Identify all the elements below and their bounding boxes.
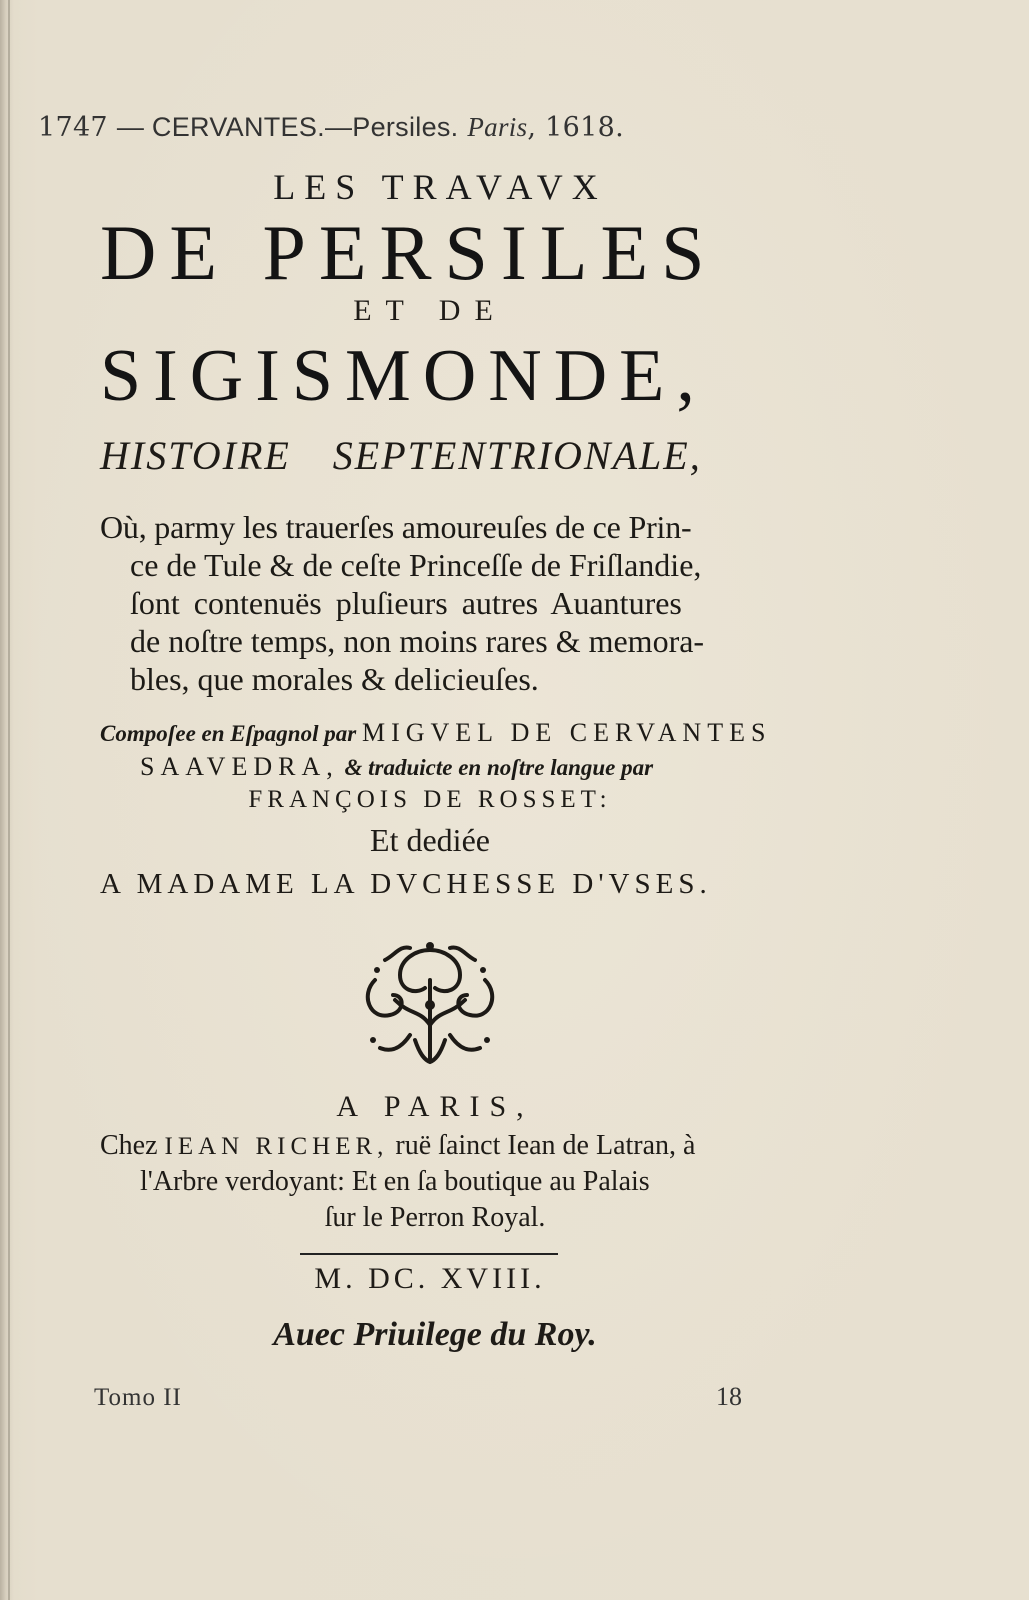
- catalog-number: 1747: [38, 112, 108, 143]
- printer-name: IEAN RICHER,: [164, 1133, 389, 1160]
- royal-privilege: Auec Priuilege du Roy.: [273, 1316, 597, 1353]
- imprint-rule: [300, 1253, 558, 1255]
- dedication-intro: Et dediée: [370, 822, 490, 858]
- description-line: ſont contenuës pluſieurs autres Auantures: [130, 585, 682, 621]
- title-line-histoire: HISTOIRE SEPTENTRIONALE,: [100, 433, 702, 478]
- translator-name: FRANÇOIS DE ROSSET:: [248, 786, 612, 813]
- catalog-author-title: — CERVANTES.—Persiles.: [116, 112, 459, 142]
- imprint-line-1: [100, 1128, 695, 1165]
- composition-line-2: [140, 752, 653, 782]
- author-name: MIGVEL DE CERVANTES: [361, 718, 772, 747]
- description-line: de noſtre temps, non moins rares & memora-: [130, 623, 705, 659]
- title-line-persiles: DE PERSILES: [100, 209, 718, 296]
- imprint-line-3: ſur le Perron Royal.: [324, 1202, 546, 1233]
- description-line: Où, parmy les trauerſes amoureuſes de ce Prin-: [100, 509, 692, 545]
- catalog-entry: [38, 112, 624, 143]
- page-number: 18: [716, 1382, 742, 1411]
- description-line: bles, que morales & delicieuſes.: [130, 661, 539, 697]
- description-line: ce de Tule & de ceſte Princeſſe de Friſlandie,: [130, 547, 702, 583]
- translation-note: & traduicte en noſtre langue par: [344, 755, 654, 780]
- title-line-sigismonde: SIGISMONDE,: [100, 335, 707, 417]
- title-line-travaux: LES TRAVAVX: [273, 167, 607, 207]
- volume-label: Tomo II: [94, 1384, 182, 1411]
- publication-date: M. DC. XVIII.: [314, 1262, 546, 1295]
- catalog-city: Paris: [467, 112, 528, 142]
- printer-address: ruë ſainct Iean de Latran, à: [395, 1130, 696, 1161]
- author-surname: SAAVEDRA,: [140, 752, 339, 781]
- imprint-prefix: Chez: [100, 1130, 158, 1161]
- composition-line-1: [100, 718, 771, 748]
- title-line-et-de: ET DE: [353, 294, 507, 327]
- composition-prefix: Compoſee en Eſpagnol par: [100, 721, 357, 746]
- catalog-year: , 1618.: [527, 112, 624, 143]
- dedication-recipient: A MADAME LA DVCHESSE D'VSES.: [100, 868, 712, 900]
- imprint-city: A PARIS,: [336, 1090, 534, 1123]
- printer-ornament: [355, 940, 505, 1070]
- imprint-line-2: l'Arbre verdoyant: Et en ſa boutique au Palais: [140, 1166, 650, 1197]
